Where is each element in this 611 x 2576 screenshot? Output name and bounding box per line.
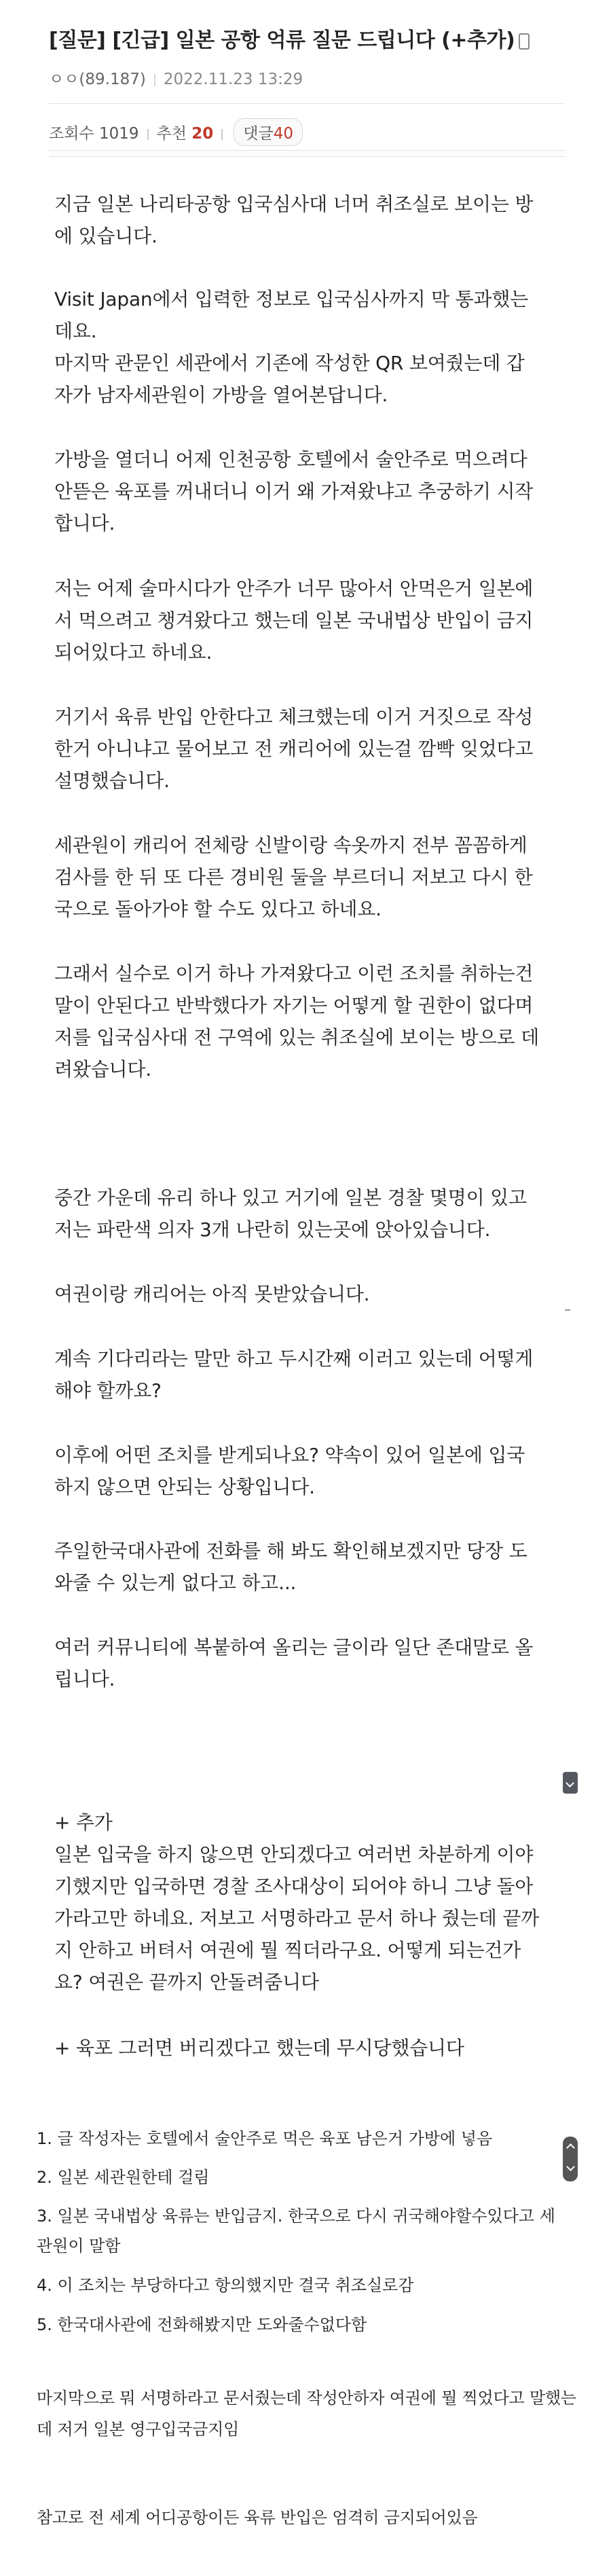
text-line: 에 있습니다. xyxy=(54,225,158,247)
text-line: 3. 일본 국내법상 육류는 반입금지. 한국으로 다시 귀국해야할수있다고 세 xyxy=(37,2207,555,2226)
reply-count-button[interactable] xyxy=(234,118,303,146)
text-line: + 추가 xyxy=(54,1811,113,1834)
scroll-down-button[interactable] xyxy=(563,1772,578,1794)
list-item xyxy=(37,2201,573,2261)
text-line: 마지막 관문인 세관에서 기존에 작성한 QR 보여줬는데 갑 xyxy=(54,352,525,374)
note-paragraph xyxy=(37,2382,576,2445)
text-line: 일본 입국을 하지 않으면 안되겠다고 여러번 차분하게 이야 xyxy=(54,1843,534,1866)
text-line: 거기서 육류 반입 안한다고 체크했는데 이거 거짓으로 작성 xyxy=(54,706,534,728)
addendum-paragraph xyxy=(54,1807,570,1998)
body-paragraph xyxy=(54,188,570,252)
text-line: 검사를 한 뒤 또 다른 경비원 둘을 부르더니 저보고 다시 한 xyxy=(54,866,533,888)
text-line: 요? 여권은 끝까지 안돌려줌니다 xyxy=(54,1971,319,1993)
body-paragraph xyxy=(54,958,570,1085)
text-line: 세관원이 캐리어 전체랑 신발이랑 속옷까지 전부 꼼꼼하게 xyxy=(54,834,527,856)
note-paragraph xyxy=(37,2502,573,2533)
views-count: 1019 xyxy=(98,125,139,143)
stats-divider xyxy=(221,129,223,140)
post-stats xyxy=(49,118,303,146)
addendum-paragraph xyxy=(54,2032,570,2064)
list-item xyxy=(37,2310,573,2340)
text-line: 2. 일본 세관원한테 걸림 xyxy=(37,2168,210,2187)
body-paragraph xyxy=(54,283,570,411)
replies-label: 댓글 xyxy=(243,125,274,143)
scroll-control[interactable] xyxy=(563,2137,578,2181)
text-line: 여권이랑 캐리어는 아직 못받았습니다. xyxy=(54,1283,370,1305)
text-line: 되어있다고 하네요. xyxy=(54,641,212,664)
text-line: 중간 가운데 유리 하나 있고 거기에 일본 경찰 몇명이 있고 xyxy=(54,1186,527,1209)
text-line: 해야 할까요? xyxy=(54,1379,162,1402)
text-line: + 육포 그러면 버리겠다고 했는데 무시당했습니다 xyxy=(54,2037,464,2059)
text-line: 저는 어제 술마시다가 안주가 너무 많아서 안먹은거 일본에 xyxy=(54,577,534,600)
text-line: 지금 일본 나리타공항 입국심사대 너머 취조실로 보이는 방 xyxy=(54,193,534,215)
text-line: 저를 입국심사대 전 구역에 있는 취조실에 보이는 방으로 데 xyxy=(54,1026,539,1049)
body-paragraph xyxy=(54,1631,570,1695)
body-paragraph xyxy=(54,1182,570,1246)
chevron-down-icon[interactable] xyxy=(566,2162,575,2171)
text-line: 려왔습니다. xyxy=(54,1058,151,1081)
text-line: 설명했습니다. xyxy=(54,769,170,792)
text-line: 1. 글 작성자는 호텔에서 술안주로 먹은 육포 남은거 가방에 넣음 xyxy=(37,2129,493,2148)
recommend-count: 20 xyxy=(191,125,214,143)
text-line: 와줄 수 있는게 없다고 하고... xyxy=(54,1572,297,1594)
text-line: 계속 기다리라는 말만 하고 두시간째 이러고 있는데 어떻게 xyxy=(54,1347,534,1370)
text-line: 가라고만 하네요. 저보고 서명하라고 문서 하나 줬는데 끝까 xyxy=(54,1907,539,1929)
text-line: 기했지만 입국하면 경찰 조사대상이 되어야 하니 그냥 돌아 xyxy=(54,1875,534,1898)
list-item xyxy=(37,2270,573,2300)
text-line: 서 먹으려고 챙겨왔다고 했는데 일본 국내법상 반입이 금지 xyxy=(54,609,534,632)
text-line: 가방을 열더니 어제 인천공항 호텔에서 술안주로 먹으려다 xyxy=(54,448,527,471)
divider-mark xyxy=(565,1309,570,1311)
text-line: 데 저거 일본 영구입국금지임 xyxy=(37,2420,240,2439)
body-paragraph xyxy=(54,701,570,797)
body-paragraph xyxy=(54,829,570,925)
text-line: 마지막으로 뭐 서명하라고 문서줬는데 작성안하자 여권에 뭘 찍었다고 말했는 xyxy=(37,2389,576,2408)
post-title xyxy=(49,23,565,53)
header-divider xyxy=(49,103,565,104)
text-line: 지 안하고 버텨서 여권에 뭘 찍더라구요. 어떻게 되는건가 xyxy=(54,1939,521,1961)
replies-count: 40 xyxy=(273,125,293,143)
text-line: 여러 커뮤니티에 복붙하여 올리는 글이라 일단 존대말로 올 xyxy=(54,1636,534,1658)
body-paragraph xyxy=(54,1535,570,1599)
mobile-icon xyxy=(519,33,530,50)
text-line: 이후에 어떤 조치를 받게되나요? 약속이 있어 일본에 입국 xyxy=(54,1444,525,1466)
text-line: 말이 안된다고 반박했다가 자기는 어떻게 할 권한이 없다며 xyxy=(54,994,534,1017)
text-line: 주일한국대사관에 전화를 해 봐도 확인해보겠지만 당장 도 xyxy=(54,1540,527,1562)
text-line: 안뜯은 육포를 꺼내더니 이거 왜 가져왔냐고 추궁하기 시작 xyxy=(54,480,534,503)
body-paragraph xyxy=(54,443,570,539)
text-line: 4. 이 조치는 부당하다고 항의했지만 결국 취조실로감 xyxy=(37,2276,414,2295)
text-line: 립니다. xyxy=(54,1668,115,1690)
text-line: 5. 한국대사관에 전화해봤지만 도와줄수없다함 xyxy=(37,2315,367,2334)
text-line: 관원이 말함 xyxy=(37,2236,121,2255)
author-name[interactable]: ㅇㅇ(89.187) xyxy=(49,71,146,88)
meta-divider xyxy=(154,74,155,86)
recommend-label: 추천 xyxy=(156,125,187,143)
list-item xyxy=(37,2162,573,2192)
list-item xyxy=(37,2124,573,2154)
text-line: 자가 남자세관원이 가방을 열어본답니다. xyxy=(54,384,388,406)
text-line: 국으로 돌아가야 할 수도 있다고 하네요. xyxy=(54,898,382,920)
post-date: 2022.11.23 13:29 xyxy=(163,71,303,88)
chevron-up-icon[interactable] xyxy=(566,2143,575,2152)
text-line: 데요. xyxy=(54,320,97,342)
text-line: 합니다. xyxy=(54,512,115,534)
views-label: 조회수 xyxy=(49,125,94,143)
text-line: 한거 아니냐고 물어보고 전 캐리어에 있는걸 깜빡 잊었다고 xyxy=(54,738,534,760)
stats-bar xyxy=(49,150,565,157)
body-paragraph xyxy=(54,1343,570,1407)
body-paragraph xyxy=(54,1439,570,1503)
text-line: 참고로 전 세계 어디공항이든 육류 반입은 엄격히 금지되어있음 xyxy=(37,2508,478,2527)
text-line: 저는 파란색 의자 3개 나란히 있는곳에 앉아있습니다. xyxy=(54,1218,491,1241)
body-paragraph xyxy=(54,573,570,668)
text-line: 하지 않으면 안되는 상황입니다. xyxy=(54,1476,315,1498)
post-title-text: [질문] [긴급] 일본 공항 억류 질문 드립니다 (+추가) xyxy=(49,29,515,52)
text-line: 그래서 실수로 이거 하나 가져왔다고 이런 조치를 취하는건 xyxy=(54,962,534,985)
stats-divider xyxy=(147,129,149,140)
body-paragraph xyxy=(54,1278,570,1310)
text-line: Visit Japan에서 입력한 정보로 입국심사까지 막 통과했는 xyxy=(54,288,529,310)
post-meta xyxy=(49,67,303,89)
